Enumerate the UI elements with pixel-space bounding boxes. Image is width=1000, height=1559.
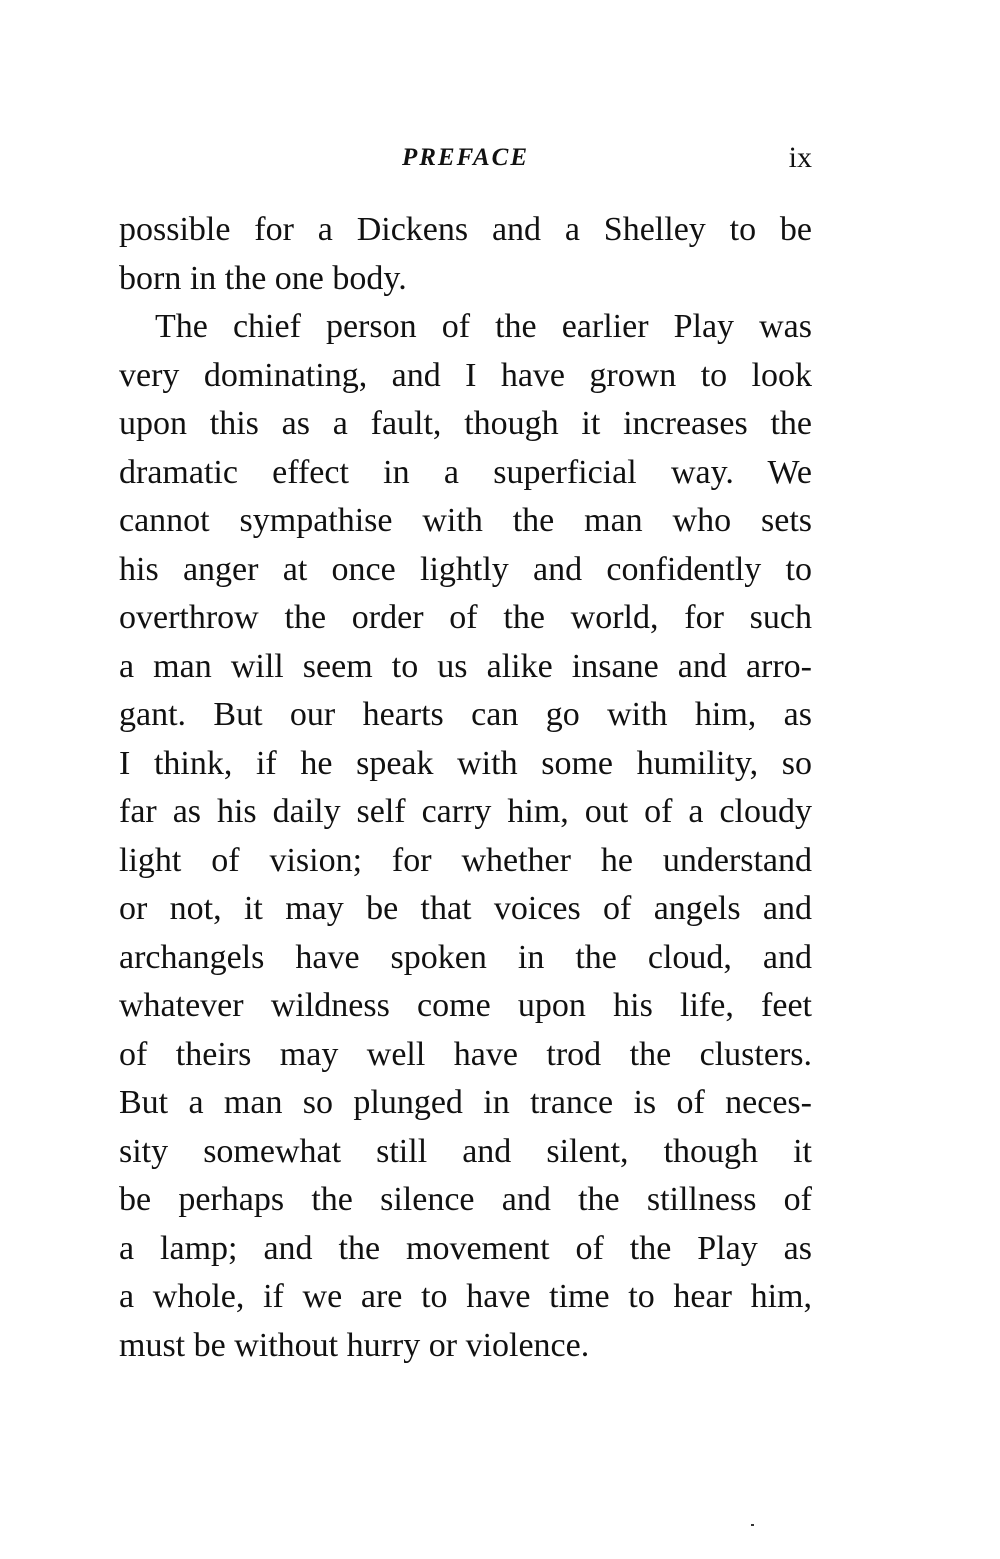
body-text [119, 206, 812, 1370]
text-line: possible for a Dickens and a Shelley to be [119, 211, 812, 248]
text-line: of theirs may well have trod the clusters. [119, 1035, 812, 1073]
text-line: gant. But our hearts can go with him, as [119, 696, 812, 733]
text-line: a man will seem to us alike insane and arro- [119, 647, 812, 685]
paragraph-1 [119, 206, 812, 303]
text-line: sity somewhat still and silent, though it [119, 1132, 812, 1170]
running-head [119, 138, 812, 178]
text-line: very dominating, and I have grown to look [119, 356, 812, 394]
text-line: far as his daily self carry him, out of a cloudy [119, 793, 812, 830]
text-line: dramatic effect in a superficial way. We [119, 453, 812, 491]
text-line: a whole, if we are to have time to hear him, [119, 1278, 812, 1315]
text-line: whatever wildness come upon his life, feet [119, 987, 812, 1024]
page-number: ix [788, 141, 812, 174]
text-line: his anger at once lightly and confidently to [119, 550, 812, 588]
running-title: PREFACE [401, 144, 530, 171]
print-speck [751, 1524, 754, 1526]
text-line: upon this as a fault, though it increases the [119, 405, 812, 442]
text-line: light of vision; for whether he understand [119, 841, 812, 879]
text-line: The chief person of the earlier Play was [155, 308, 812, 345]
text-line: archangels have spoken in the cloud, and [119, 938, 812, 976]
text-line: a lamp; and the movement of the Play as [119, 1229, 812, 1267]
text-line: must be without hurry or violence. [119, 1326, 590, 1364]
text-line: be perhaps the silence and the stillness of [119, 1181, 812, 1218]
paragraph-2 [119, 303, 812, 1370]
text-line: or not, it may be that voices of angels and [119, 890, 812, 927]
text-line: But a man so plunged in trance is of neces- [119, 1084, 812, 1121]
text-line: cannot sympathise with the man who sets [119, 502, 812, 539]
text-line: I think, if he speak with some humility, so [119, 744, 812, 782]
text-line: overthrow the order of the world, for such [119, 599, 812, 636]
text-line: born in the one body. [119, 259, 407, 297]
